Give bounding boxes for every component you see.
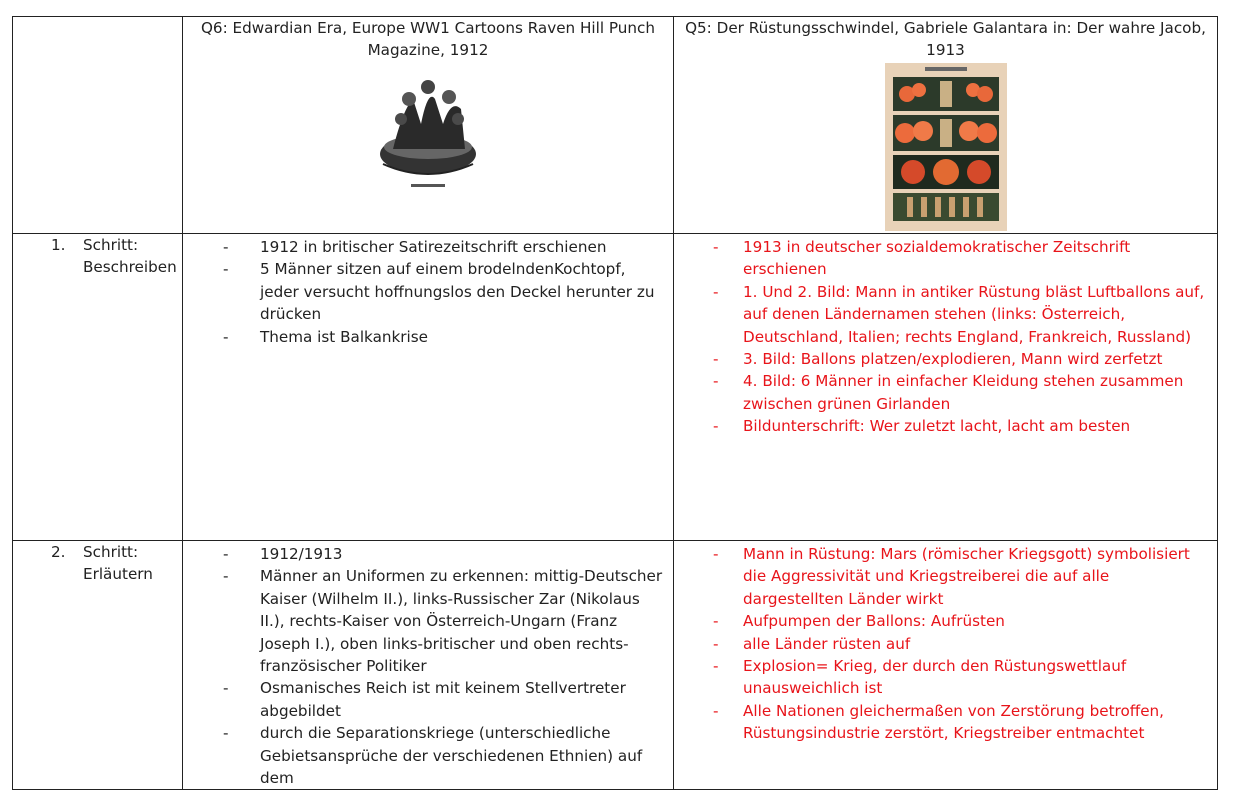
list-item: - Mann in Rüstung: Mars (römischer Kriegsgott) symbolisiert die Aggressivität und Kriegstreiberei die auf alle dargestellten Länder wirkt: [674, 543, 1217, 610]
step-label: Schritt: Erläutern: [83, 543, 153, 583]
step-label: Schritt: Beschreiben: [83, 236, 177, 276]
list-item: - Osmanisches Reich ist mit keinem Stellvertreter abgebildet: [183, 677, 673, 722]
list-item: - Bildunterschrift: Wer zuletzt lacht, lacht am besten: [674, 415, 1217, 437]
header-empty-cell: [13, 17, 183, 234]
right-cell-2: [674, 541, 1218, 790]
comparison-table: [12, 16, 1218, 790]
header-cell-q6: [183, 17, 674, 234]
list-item: - Alle Nationen gleichermaßen von Zerstörung betroffen, Rüstungsindustrie zerstört, Kriegstreiber entmachtet: [674, 700, 1217, 745]
row-beschreiben: [13, 234, 1218, 541]
list-item: - 5 Männer sitzen auf einem brodelndenKochtopf, jeder versucht hoffnungslos den Deckel herunter zu drücken: [183, 258, 673, 325]
step-number: 1.: [51, 236, 66, 254]
list-item: - 4. Bild: 6 Männer in einfacher Kleidung stehen zusammen zwischen grünen Girlanden: [674, 370, 1217, 415]
list-item: - 1912 in britischer Satirezeitschrift erschienen: [183, 236, 673, 258]
left-cell-2: [183, 541, 674, 790]
list-item: - Männer an Uniformen zu erkennen: mittig-Deutscher Kaiser (Wilhelm II.), links-Russischer Zar (Nikolaus II.), rechts-Kaiser von Österreich-Ungarn (Franz Joseph I.), oben links-britischer und oben rechts- französischer Politiker: [183, 565, 673, 677]
list-item: - 1. Und 2. Bild: Mann in antiker Rüstung bläst Luftballons auf, auf denen Ländernamen stehen (links: Österreich, Deutschland, Italien; rechts England, Frankreich, Russland): [674, 281, 1217, 348]
row-erlaeutern: [13, 541, 1218, 790]
list-item: - durch die Separationskriege (unterschiedliche Gebietsansprüche der verschiedenen Ethnien) auf dem: [183, 722, 673, 789]
list-item: - 1912/1913: [183, 543, 673, 565]
list-item: - Explosion= Krieg, der durch den Rüstungswettlauf unausweichlich ist: [674, 655, 1217, 700]
left-cell-1: [183, 234, 674, 541]
right-cell-1: [674, 234, 1218, 541]
q6-title: Q6: Edwardian Era, Europe WW1 Cartoons Raven Hill Punch Magazine, 1912: [200, 19, 656, 59]
list-item: - Thema ist Balkankrise: [183, 326, 673, 348]
list-item: - Aufpumpen der Ballons: Aufrüsten: [674, 610, 1217, 632]
step-number: 2.: [51, 543, 66, 561]
step-cell-1: [13, 234, 183, 541]
header-cell-q5: [674, 17, 1218, 234]
punch-cartoon-image: [373, 69, 483, 194]
list-item: - alle Länder rüsten auf: [674, 633, 1217, 655]
header-row: [13, 17, 1218, 234]
wahre-jacob-poster-image: [885, 63, 1007, 231]
list-item: - 1913 in deutscher sozialdemokratischer Zeitschrift erschienen: [674, 236, 1217, 281]
q5-title: Q5: Der Rüstungsschwindel, Gabriele Galantara in: Der wahre Jacob, 1913: [685, 19, 1206, 59]
list-item: - 3. Bild: Ballons platzen/explodieren, Mann wird zerfetzt: [674, 348, 1217, 370]
step-cell-2: [13, 541, 183, 790]
